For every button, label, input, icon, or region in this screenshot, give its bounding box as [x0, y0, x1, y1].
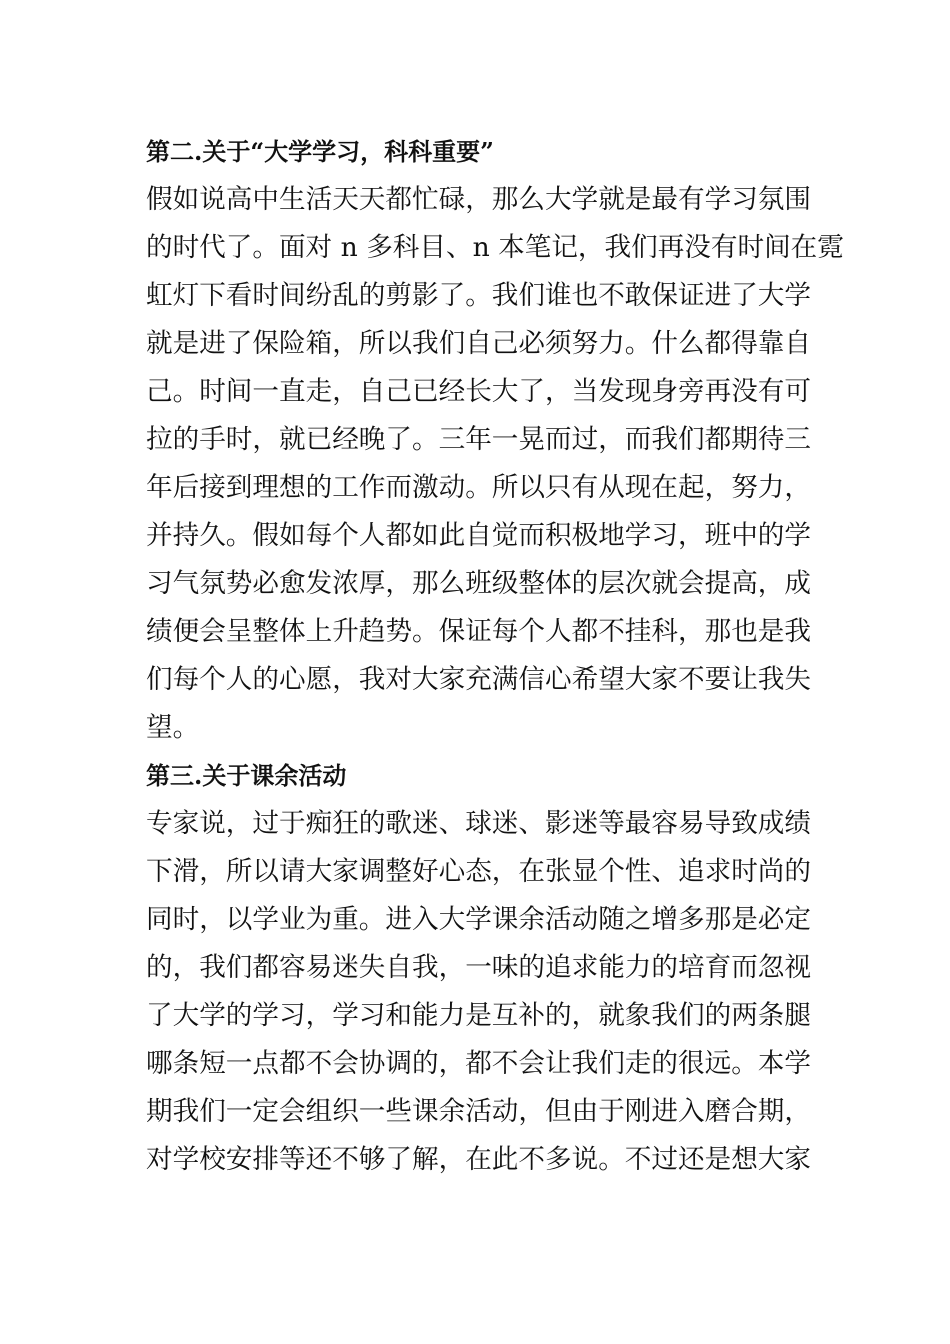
- section-2-paragraph: [146, 176, 844, 752]
- text-line: 虹灯下看时间纷乱的剪影了。我们谁也不敢保证进了大学: [146, 280, 811, 311]
- text-line: 年后接到理想的工作而激动。所以只有从现在起，努力，: [146, 472, 811, 503]
- section-2-heading: 第二.关于“大学学习，科科重要”: [146, 137, 494, 166]
- text-line: 了大学的学习，学习和能力是互补的，就象我们的两条腿: [146, 1000, 811, 1031]
- text-line: 期我们一定会组织一些课余活动，但由于刚进入磨合期，: [146, 1096, 811, 1127]
- text-line: 习气氛势必愈发浓厚，那么班级整体的层次就会提高，成: [146, 568, 811, 599]
- text-line: 专家说，过于痴狂的歌迷、球迷、影迷等最容易导致成绩: [146, 808, 811, 839]
- text-line: 的时代了。面对 n 多科目、n 本笔记，我们再没有时间在霓: [146, 232, 844, 263]
- text-line: 下滑，所以请大家调整好心态，在张显个性、追求时尚的: [146, 856, 811, 887]
- text-line: 的，我们都容易迷失自我，一味的追求能力的培育而忽视: [146, 952, 811, 983]
- section-2: [146, 128, 844, 752]
- section-3-heading: 第三.关于课余活动: [146, 761, 347, 790]
- text-line: 对学校安排等还不够了解，在此不多说。不过还是想大家: [146, 1144, 811, 1175]
- text-line: 就是进了保险箱，所以我们自己必须努力。什么都得靠自: [146, 328, 811, 359]
- text-line: 拉的手时，就已经晚了。三年一晃而过，而我们都期待三: [146, 424, 811, 455]
- text-line: 同时，以学业为重。进入大学课余活动随之增多那是必定: [146, 904, 811, 935]
- section-3-paragraph: [146, 800, 811, 1184]
- text-line: 绩便会呈整体上升趋势。保证每个人都不挂科，那也是我: [146, 616, 811, 647]
- section-3: [146, 752, 811, 1184]
- document-body: [146, 128, 844, 1184]
- text-line: 哪条短一点都不会协调的，都不会让我们走的很远。本学: [146, 1048, 811, 1079]
- text-line: 们每个人的心愿，我对大家充满信心希望大家不要让我失: [146, 664, 811, 695]
- text-line: 并持久。假如每个人都如此自觉而积极地学习，班中的学: [146, 520, 811, 551]
- text-line: 望。: [146, 712, 200, 743]
- text-line: 己。时间一直走，自己已经长大了，当发现身旁再没有可: [146, 376, 811, 407]
- text-line: 假如说高中生活天天都忙碌，那么大学就是最有学习氛围: [146, 184, 811, 215]
